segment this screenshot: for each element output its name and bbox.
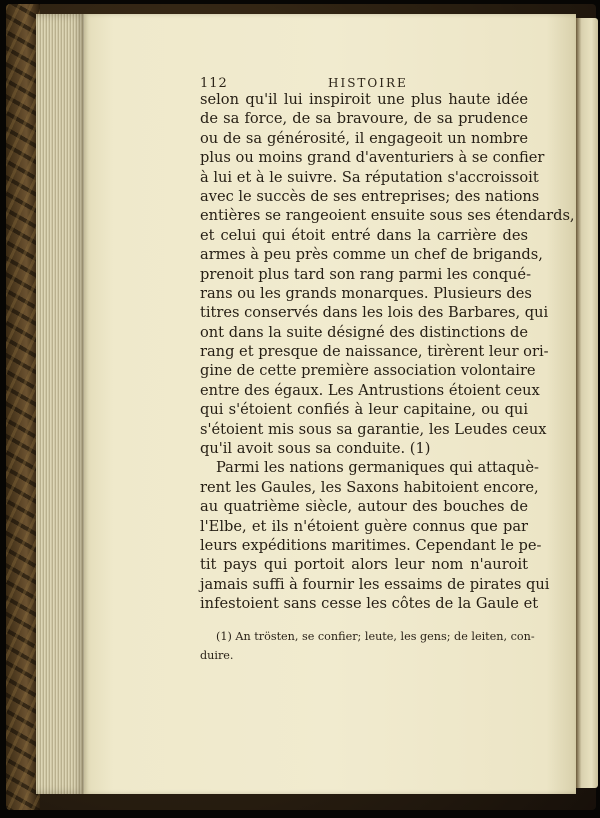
page-number: 112	[200, 76, 228, 91]
text-line: au quatrième siècle, autour des bouches de	[200, 498, 528, 516]
text-line: leurs expéditions maritimes. Cependant le pe-	[200, 536, 542, 554]
running-title: HISTOIRE	[328, 76, 408, 90]
text-line: entières se rangeoient ensuite sous ses étendards,	[200, 207, 575, 225]
text-line: et celui qui étoit entré dans la carrière des	[200, 226, 528, 244]
text-line: entre des égaux. Les Antrustions étoient ceux	[200, 381, 540, 399]
text-line: armes à peu près comme un chef de brigands,	[200, 246, 543, 264]
footnote-line: (1) An trösten, se confier; leute, les gens; de leiten, con-	[216, 630, 535, 643]
text-line: qu'il avoit sous sa conduite. (1)	[200, 440, 431, 458]
body-text	[200, 90, 575, 614]
text-line: qui s'étoient confiés à leur capitaine, ou qui	[200, 401, 528, 419]
text-line: plus ou moins grand d'aventuriers à se confier	[200, 149, 545, 167]
text-line: Parmi les nations germaniques qui attaquè-	[216, 459, 539, 477]
paragraph-1	[200, 90, 575, 458]
text-line: rans ou les grands monarques. Plusieurs des	[200, 284, 532, 302]
text-line: jamais suffi à fournir les essaims de pirates qui	[200, 575, 550, 593]
text-line: l'Elbe, et ils n'étoient guère connus que par	[200, 517, 528, 535]
footnote-line: duire.	[200, 649, 234, 662]
text-line: s'étoient mis sous sa garantie, les Leudes ceux	[200, 420, 547, 438]
footnote	[200, 627, 535, 665]
page-edges	[36, 14, 86, 794]
text-line: tit pays qui portoit alors leur nom n'auroit	[200, 556, 528, 574]
text-line: gine de cette première association volontaire	[200, 362, 536, 380]
text-line: ont dans la suite désigné des distinctions de	[200, 323, 528, 341]
marbled-cover-edge	[6, 4, 40, 810]
text-line: ou de sa générosité, il engageoit un nombre	[200, 129, 528, 147]
text-line: infestoient sans cesse les côtes de la Gaule et	[200, 595, 539, 613]
text-line: selon qu'il lui inspiroit une plus haute idée	[200, 91, 528, 108]
text-line: avec le succès de ses entreprises; des nations	[200, 187, 540, 205]
text-line: titres conservés dans les lois des Barbares, qui	[200, 304, 549, 322]
text-line: prenoit plus tard son rang parmi les conqué-	[200, 265, 532, 283]
text-line: de sa force, de sa bravoure, de sa prudence	[200, 110, 528, 128]
text-line: rang et presque de naissance, tirèrent leur ori-	[200, 343, 549, 361]
paragraph-2	[200, 458, 550, 613]
text-line: rent les Gaules, les Saxons habitoient encore,	[200, 478, 539, 496]
facing-page-edge	[576, 18, 598, 788]
text-line: à lui et à le suivre. Sa réputation s'accroissoit	[200, 168, 539, 186]
